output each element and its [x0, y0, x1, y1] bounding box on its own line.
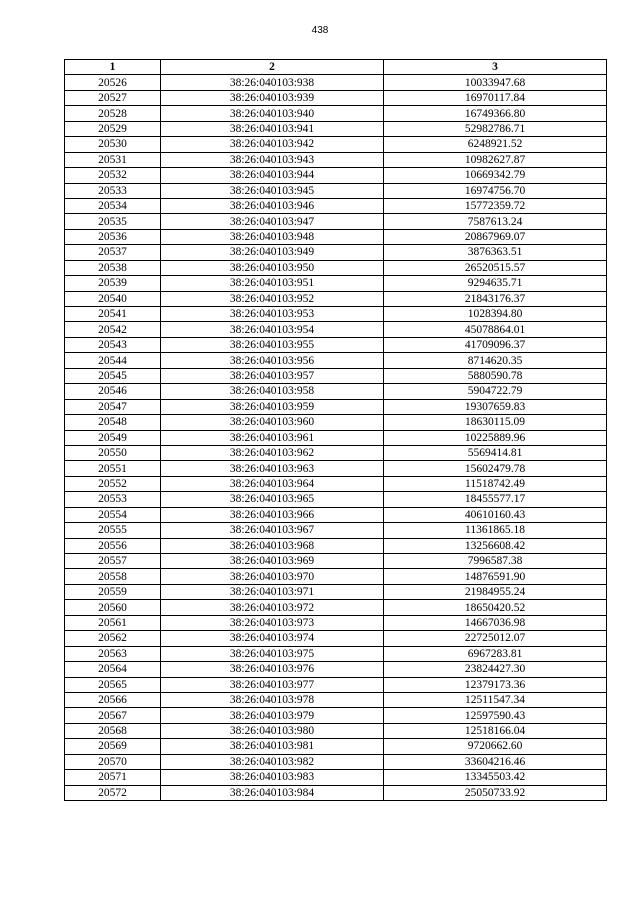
cadastral-value-cell: 18650420.52	[384, 600, 607, 615]
row-number-cell: 20551	[65, 461, 161, 476]
table-row	[65, 461, 607, 476]
cadastral-number-cell: 38:26:040103:941	[161, 121, 384, 136]
cadastral-number-cell: 38:26:040103:961	[161, 430, 384, 445]
cadastral-number-cell: 38:26:040103:978	[161, 692, 384, 707]
table-row	[65, 569, 607, 584]
cadastral-value-cell: 6967283.81	[384, 646, 607, 661]
row-number-cell: 20565	[65, 677, 161, 692]
cadastral-value-cell: 26520515.57	[384, 260, 607, 275]
table-row	[65, 353, 607, 368]
row-number-cell: 20543	[65, 337, 161, 352]
cadastral-number-cell: 38:26:040103:939	[161, 90, 384, 105]
cadastral-number-cell: 38:26:040103:981	[161, 739, 384, 754]
table-row	[65, 399, 607, 414]
cadastral-number-cell: 38:26:040103:974	[161, 631, 384, 646]
cadastral-value-cell: 9294635.71	[384, 276, 607, 291]
column-header-1: 1	[65, 60, 161, 75]
table-row	[65, 214, 607, 229]
table-row	[65, 430, 607, 445]
cadastral-value-cell: 18455577.17	[384, 492, 607, 507]
cadastral-number-cell: 38:26:040103:977	[161, 677, 384, 692]
cadastral-value-cell: 23824427.30	[384, 662, 607, 677]
cadastral-number-cell: 38:26:040103:971	[161, 584, 384, 599]
row-number-cell: 20548	[65, 415, 161, 430]
table-row	[65, 507, 607, 522]
column-header-3: 3	[384, 60, 607, 75]
row-number-cell: 20539	[65, 276, 161, 291]
cadastral-value-cell: 18630115.09	[384, 415, 607, 430]
cadastral-value-cell: 12511547.34	[384, 692, 607, 707]
row-number-cell: 20549	[65, 430, 161, 445]
table-row	[65, 785, 607, 800]
table-row	[65, 692, 607, 707]
cadastral-number-cell: 38:26:040103:960	[161, 415, 384, 430]
row-number-cell: 20536	[65, 229, 161, 244]
row-number-cell: 20564	[65, 662, 161, 677]
cadastral-value-cell: 11518742.49	[384, 476, 607, 491]
cadastral-number-cell: 38:26:040103:963	[161, 461, 384, 476]
table-row	[65, 646, 607, 661]
cadastral-number-cell: 38:26:040103:951	[161, 276, 384, 291]
cadastral-number-cell: 38:26:040103:970	[161, 569, 384, 584]
cadastral-number-cell: 38:26:040103:956	[161, 353, 384, 368]
cadastral-value-table	[64, 59, 607, 801]
row-number-cell: 20554	[65, 507, 161, 522]
row-number-cell: 20542	[65, 322, 161, 337]
column-header-2: 2	[161, 60, 384, 75]
cadastral-number-cell: 38:26:040103:945	[161, 183, 384, 198]
table-row	[65, 631, 607, 646]
row-number-cell: 20568	[65, 723, 161, 738]
row-number-cell: 20540	[65, 291, 161, 306]
cadastral-value-cell: 13256608.42	[384, 538, 607, 553]
table-row	[65, 523, 607, 538]
row-number-cell: 20561	[65, 615, 161, 630]
table-row	[65, 121, 607, 136]
row-number-cell: 20562	[65, 631, 161, 646]
table-row	[65, 168, 607, 183]
table-row	[65, 276, 607, 291]
table-row	[65, 307, 607, 322]
table-row	[65, 198, 607, 213]
page-number: 438	[311, 25, 329, 36]
cadastral-value-cell: 5904722.79	[384, 384, 607, 399]
cadastral-number-cell: 38:26:040103:983	[161, 770, 384, 785]
cadastral-number-cell: 38:26:040103:942	[161, 137, 384, 152]
cadastral-value-cell: 10033947.68	[384, 75, 607, 90]
cadastral-value-cell: 20867969.07	[384, 229, 607, 244]
cadastral-value-cell: 5569414.81	[384, 445, 607, 460]
row-number-cell: 20571	[65, 770, 161, 785]
cadastral-number-cell: 38:26:040103:950	[161, 260, 384, 275]
cadastral-number-cell: 38:26:040103:972	[161, 600, 384, 615]
cadastral-value-cell: 8714620.35	[384, 353, 607, 368]
row-number-cell: 20545	[65, 368, 161, 383]
table-row	[65, 600, 607, 615]
cadastral-value-cell: 16749366.80	[384, 106, 607, 121]
row-number-cell: 20557	[65, 554, 161, 569]
cadastral-number-cell: 38:26:040103:976	[161, 662, 384, 677]
cadastral-number-cell: 38:26:040103:948	[161, 229, 384, 244]
row-number-cell: 20529	[65, 121, 161, 136]
cadastral-number-cell: 38:26:040103:982	[161, 754, 384, 769]
row-number-cell: 20552	[65, 476, 161, 491]
table-row	[65, 708, 607, 723]
cadastral-number-cell: 38:26:040103:984	[161, 785, 384, 800]
row-number-cell: 20532	[65, 168, 161, 183]
cadastral-number-cell: 38:26:040103:947	[161, 214, 384, 229]
cadastral-number-cell: 38:26:040103:957	[161, 368, 384, 383]
table-row	[65, 260, 607, 275]
cadastral-number-cell: 38:26:040103:965	[161, 492, 384, 507]
cadastral-value-cell: 5880590.78	[384, 368, 607, 383]
table-row	[65, 445, 607, 460]
table-row	[65, 183, 607, 198]
row-number-cell: 20546	[65, 384, 161, 399]
cadastral-value-cell: 10669342.79	[384, 168, 607, 183]
row-number-cell: 20572	[65, 785, 161, 800]
cadastral-value-cell: 41709096.37	[384, 337, 607, 352]
table-row	[65, 492, 607, 507]
table-row	[65, 75, 607, 90]
row-number-cell: 20553	[65, 492, 161, 507]
cadastral-value-cell: 25050733.92	[384, 785, 607, 800]
cadastral-number-cell: 38:26:040103:979	[161, 708, 384, 723]
row-number-cell: 20558	[65, 569, 161, 584]
cadastral-number-cell: 38:26:040103:958	[161, 384, 384, 399]
cadastral-value-cell: 14876591.90	[384, 569, 607, 584]
cadastral-value-cell: 52982786.71	[384, 121, 607, 136]
table-row	[65, 152, 607, 167]
cadastral-value-cell: 12597590.43	[384, 708, 607, 723]
cadastral-number-cell: 38:26:040103:967	[161, 523, 384, 538]
row-number-cell: 20533	[65, 183, 161, 198]
row-number-cell: 20535	[65, 214, 161, 229]
cadastral-value-cell: 3876363.51	[384, 245, 607, 260]
cadastral-number-cell: 38:26:040103:959	[161, 399, 384, 414]
cadastral-value-cell: 16974756.70	[384, 183, 607, 198]
table-row	[65, 137, 607, 152]
row-number-cell: 20555	[65, 523, 161, 538]
row-number-cell: 20534	[65, 198, 161, 213]
cadastral-value-cell: 12518166.04	[384, 723, 607, 738]
table-body	[65, 75, 607, 801]
cadastral-number-cell: 38:26:040103:946	[161, 198, 384, 213]
cadastral-number-cell: 38:26:040103:966	[161, 507, 384, 522]
cadastral-value-cell: 22725012.07	[384, 631, 607, 646]
row-number-cell: 20531	[65, 152, 161, 167]
row-number-cell: 20528	[65, 106, 161, 121]
row-number-cell: 20559	[65, 584, 161, 599]
row-number-cell: 20544	[65, 353, 161, 368]
row-number-cell: 20563	[65, 646, 161, 661]
row-number-cell: 20566	[65, 692, 161, 707]
row-number-cell: 20547	[65, 399, 161, 414]
table-row	[65, 229, 607, 244]
table-row	[65, 723, 607, 738]
cadastral-number-cell: 38:26:040103:943	[161, 152, 384, 167]
cadastral-number-cell: 38:26:040103:949	[161, 245, 384, 260]
table-row	[65, 90, 607, 105]
cadastral-value-cell: 21984955.24	[384, 584, 607, 599]
cadastral-value-cell: 7587613.24	[384, 214, 607, 229]
row-number-cell: 20538	[65, 260, 161, 275]
row-number-cell: 20530	[65, 137, 161, 152]
cadastral-value-cell: 16970117.84	[384, 90, 607, 105]
row-number-cell: 20526	[65, 75, 161, 90]
cadastral-value-cell: 21843176.37	[384, 291, 607, 306]
table-row	[65, 615, 607, 630]
row-number-cell: 20537	[65, 245, 161, 260]
cadastral-value-cell: 1028394.80	[384, 307, 607, 322]
cadastral-number-cell: 38:26:040103:952	[161, 291, 384, 306]
table-row	[65, 245, 607, 260]
cadastral-value-cell: 14667036.98	[384, 615, 607, 630]
table-row	[65, 677, 607, 692]
cadastral-number-cell: 38:26:040103:953	[161, 307, 384, 322]
cadastral-number-cell: 38:26:040103:954	[161, 322, 384, 337]
cadastral-number-cell: 38:26:040103:962	[161, 445, 384, 460]
cadastral-number-cell: 38:26:040103:944	[161, 168, 384, 183]
table-row	[65, 770, 607, 785]
table-row	[65, 415, 607, 430]
cadastral-value-cell: 40610160.43	[384, 507, 607, 522]
cadastral-number-cell: 38:26:040103:969	[161, 554, 384, 569]
row-number-cell: 20550	[65, 445, 161, 460]
cadastral-value-cell: 7996587.38	[384, 554, 607, 569]
cadastral-number-cell: 38:26:040103:955	[161, 337, 384, 352]
table-row	[65, 754, 607, 769]
row-number-cell: 20527	[65, 90, 161, 105]
row-number-cell: 20556	[65, 538, 161, 553]
table-row	[65, 476, 607, 491]
table-header-row	[65, 60, 607, 75]
cadastral-number-cell: 38:26:040103:973	[161, 615, 384, 630]
table-row	[65, 662, 607, 677]
table-row	[65, 337, 607, 352]
table-row	[65, 368, 607, 383]
cadastral-value-cell: 19307659.83	[384, 399, 607, 414]
cadastral-number-cell: 38:26:040103:964	[161, 476, 384, 491]
cadastral-value-cell: 11361865.18	[384, 523, 607, 538]
cadastral-number-cell: 38:26:040103:968	[161, 538, 384, 553]
cadastral-number-cell: 38:26:040103:975	[161, 646, 384, 661]
table-header	[65, 60, 607, 75]
row-number-cell: 20541	[65, 307, 161, 322]
cadastral-value-cell: 33604216.46	[384, 754, 607, 769]
table-row	[65, 538, 607, 553]
cadastral-value-cell: 45078864.01	[384, 322, 607, 337]
cadastral-value-cell: 12379173.36	[384, 677, 607, 692]
cadastral-number-cell: 38:26:040103:938	[161, 75, 384, 90]
row-number-cell: 20570	[65, 754, 161, 769]
row-number-cell: 20560	[65, 600, 161, 615]
cadastral-value-cell: 15772359.72	[384, 198, 607, 213]
row-number-cell: 20567	[65, 708, 161, 723]
table-row	[65, 554, 607, 569]
table-row	[65, 106, 607, 121]
table-row	[65, 322, 607, 337]
cadastral-value-cell: 13345503.42	[384, 770, 607, 785]
table-row	[65, 584, 607, 599]
cadastral-number-cell: 38:26:040103:940	[161, 106, 384, 121]
cadastral-value-cell: 10982627.87	[384, 152, 607, 167]
cadastral-value-cell: 15602479.78	[384, 461, 607, 476]
row-number-cell: 20569	[65, 739, 161, 754]
cadastral-value-cell: 10225889.96	[384, 430, 607, 445]
table-row	[65, 384, 607, 399]
cadastral-value-cell: 6248921.52	[384, 137, 607, 152]
table-row	[65, 291, 607, 306]
cadastral-number-cell: 38:26:040103:980	[161, 723, 384, 738]
cadastral-value-cell: 9720662.60	[384, 739, 607, 754]
table-row	[65, 739, 607, 754]
